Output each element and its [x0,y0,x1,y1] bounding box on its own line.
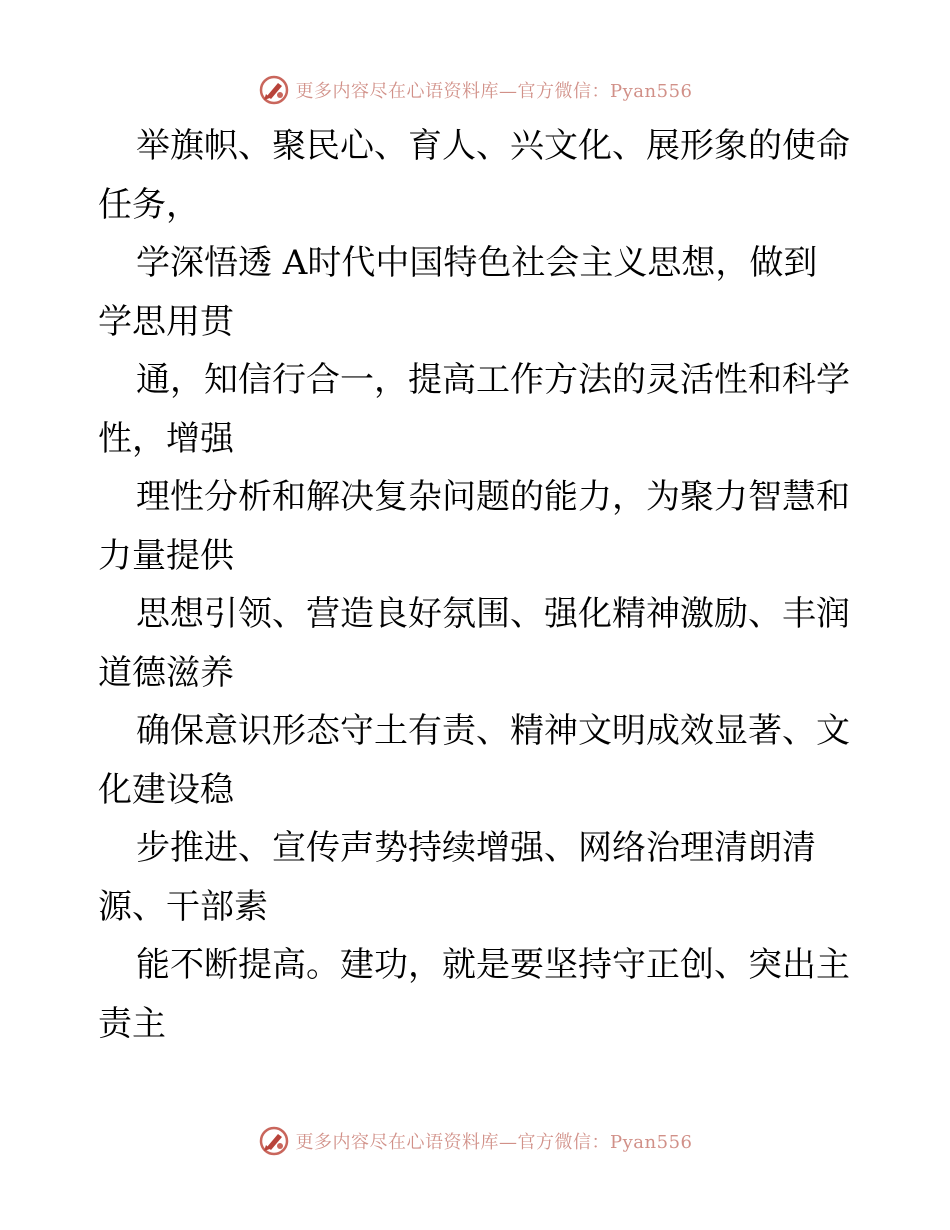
text-line: 性，增强 [98,418,234,459]
text-line: 力量提供 [98,535,234,576]
text-line: 源、干部素 [98,886,268,927]
seal-logo-icon [258,1125,290,1157]
text-line: 学深悟透 A时代中国特色社会主义思想，做到 [136,243,818,283]
body-text [98,117,858,1053]
text-line: 任务， [98,184,200,225]
text-line: 道德滋养 [98,652,234,693]
text-line: 能不断提高。建功，就是要坚持守正创、突出主 [136,945,850,985]
text-line: 步推进、宣传声势持续增强、网络治理清朗清 [136,828,816,868]
watermark-text: 更多内容尽在心语资料库—官方微信：Pyan556 [295,81,693,102]
seal-logo-icon [258,74,290,106]
footer-watermark [0,1121,950,1161]
text-line: 举旗帜、聚民心、育人、兴文化、展形象的使命 [136,126,850,166]
text-line: 通，知信行合一，提高工作方法的灵活性和科学 [136,360,850,400]
text-line: 理性分析和解决复杂问题的能力，为聚力智慧和 [136,477,850,517]
header-watermark [0,70,950,110]
text-line: 化建设稳 [98,769,234,810]
text-line: 学思用贯 [98,301,234,342]
text-line: 确保意识形态守土有责、精神文明成效显著、文 [136,711,850,751]
watermark-text: 更多内容尽在心语资料库—官方微信：Pyan556 [295,1132,693,1153]
text-line: 思想引领、营造良好氛围、强化精神激励、丰润 [136,594,850,634]
text-line: 责主 [98,1003,166,1044]
